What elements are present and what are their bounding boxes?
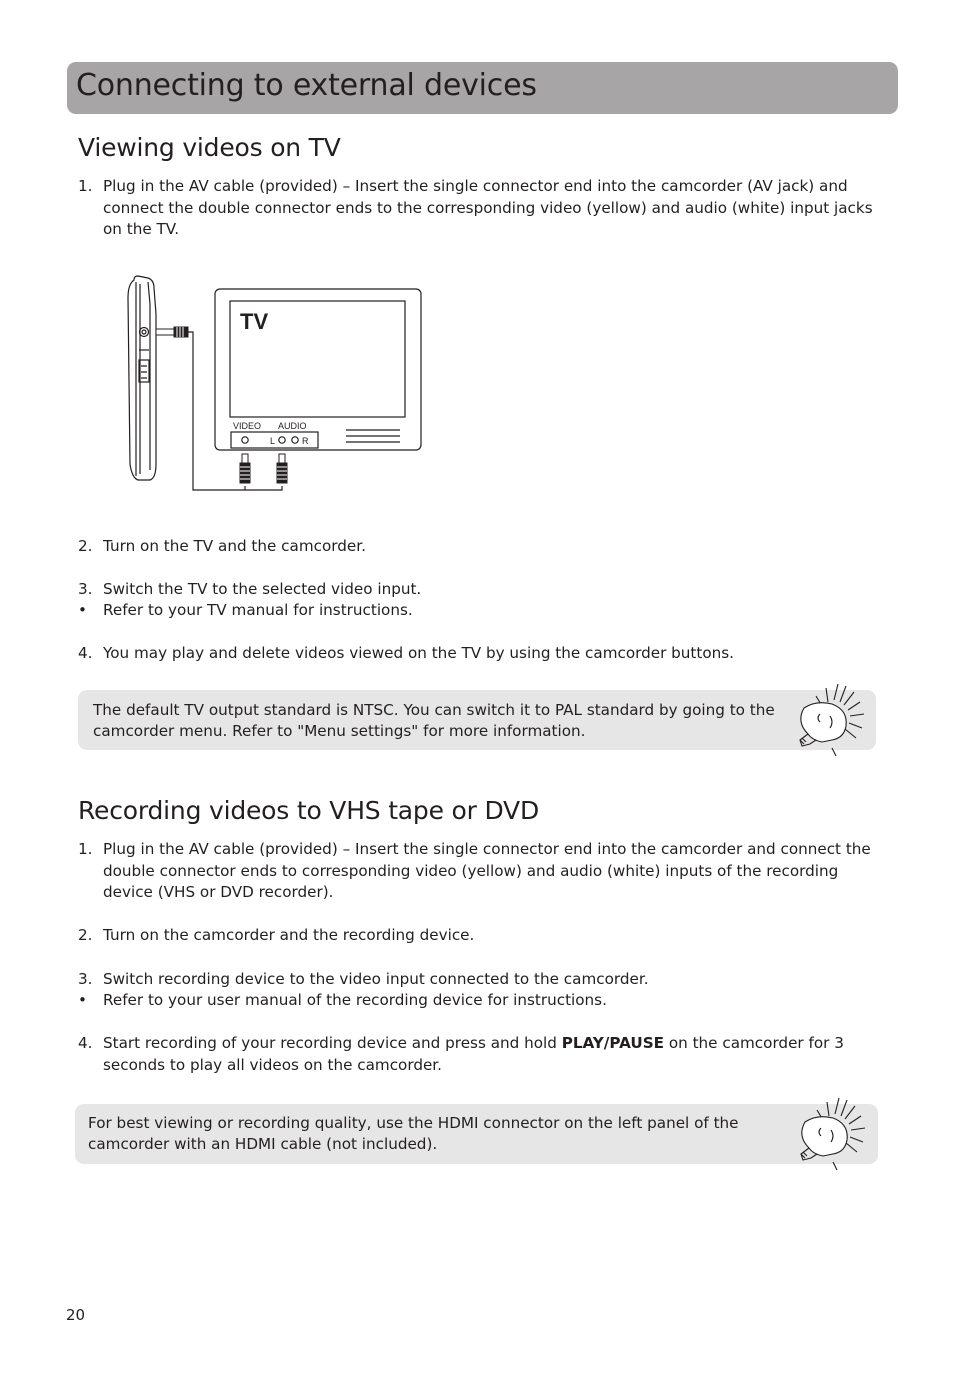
list-item xyxy=(78,176,878,241)
bullet-text: Refer to your user manual of the recording device for instructions. xyxy=(103,991,607,1009)
tip-text: For best viewing or recording quality, use the HDMI connector on the left panel of the camcorder with an HDMI cable (not included). xyxy=(88,1114,739,1153)
step-number: 3. xyxy=(78,580,93,598)
page-number: 20 xyxy=(66,1306,86,1324)
list-item xyxy=(78,536,878,558)
bullet-text: Refer to your TV manual for instructions. xyxy=(103,601,413,619)
rca-plug-illustration xyxy=(240,454,287,483)
camcorder-illustration xyxy=(128,276,156,480)
step-text: Plug in the AV cable (provided) – Insert the single connector end into the camcorder and connect the double connector ends to corresponding video (yellow) and audio (white) inputs of the recording device (VHS or DVD recorder). xyxy=(103,840,871,902)
tip-text: The default TV output standard is NTSC. You can switch it to PAL standard by going to the camcorder menu. Refer to "Menu settings" for more information. xyxy=(93,701,775,740)
tip-box xyxy=(75,1104,878,1164)
step-text: You may play and delete videos viewed on the TV by using the camcorder buttons. xyxy=(103,644,734,662)
tip-box xyxy=(78,690,876,750)
bullet-mark: • xyxy=(78,991,87,1009)
step-number: 1. xyxy=(78,177,93,195)
step-number: 3. xyxy=(78,970,93,988)
step-text: Turn on the camcorder and the recording device. xyxy=(103,926,475,944)
play-pause-button-name: PLAY/PAUSE xyxy=(561,1034,665,1052)
step-text: Plug in the AV cable (provided) – Insert the single connector end into the camcorder (AV jack) and connect the double connector ends to the corresponding video (yellow) and audio (white) input jacks on the TV. xyxy=(103,177,873,239)
step-text: Switch recording device to the video input connected to the camcorder. xyxy=(103,970,649,988)
step-text: Start recording of your recording device and press and hold PLAY/PAUSE on the camcorder for 3 seconds to play all videos on the camcorder. xyxy=(103,1034,844,1074)
bullet-item xyxy=(78,600,878,622)
title-banner xyxy=(67,62,898,114)
step-number: 2. xyxy=(78,926,93,944)
section-heading-viewing-tv: Viewing videos on TV xyxy=(78,133,341,162)
page-title: Connecting to external devices xyxy=(76,68,537,103)
tv-connection-diagram xyxy=(120,274,430,500)
lightbulb-icon xyxy=(787,1092,873,1174)
list-item xyxy=(78,1033,878,1076)
section-heading-recording: Recording videos to VHS tape or DVD xyxy=(78,796,540,825)
list-item xyxy=(78,839,878,904)
step-number: 2. xyxy=(78,537,93,555)
step-number: 1. xyxy=(78,840,93,858)
step-number: 4. xyxy=(78,644,93,662)
audio-left-label: L xyxy=(270,436,276,446)
list-item xyxy=(78,643,878,665)
list-item xyxy=(78,925,878,947)
step-text: Switch the TV to the selected video input. xyxy=(103,580,422,598)
list-item xyxy=(78,969,878,991)
step-number: 4. xyxy=(78,1034,93,1052)
lightbulb-icon xyxy=(786,678,872,760)
step-text: Turn on the TV and the camcorder. xyxy=(103,537,366,555)
bullet-mark: • xyxy=(78,601,87,619)
av-plug-illustration xyxy=(156,327,188,337)
audio-jack-label: AUDIO xyxy=(278,421,307,431)
bullet-item xyxy=(78,990,878,1012)
audio-right-label: R xyxy=(302,436,309,446)
list-item xyxy=(78,579,878,601)
video-jack-label: VIDEO xyxy=(233,421,262,431)
tv-label: TV xyxy=(240,309,269,334)
